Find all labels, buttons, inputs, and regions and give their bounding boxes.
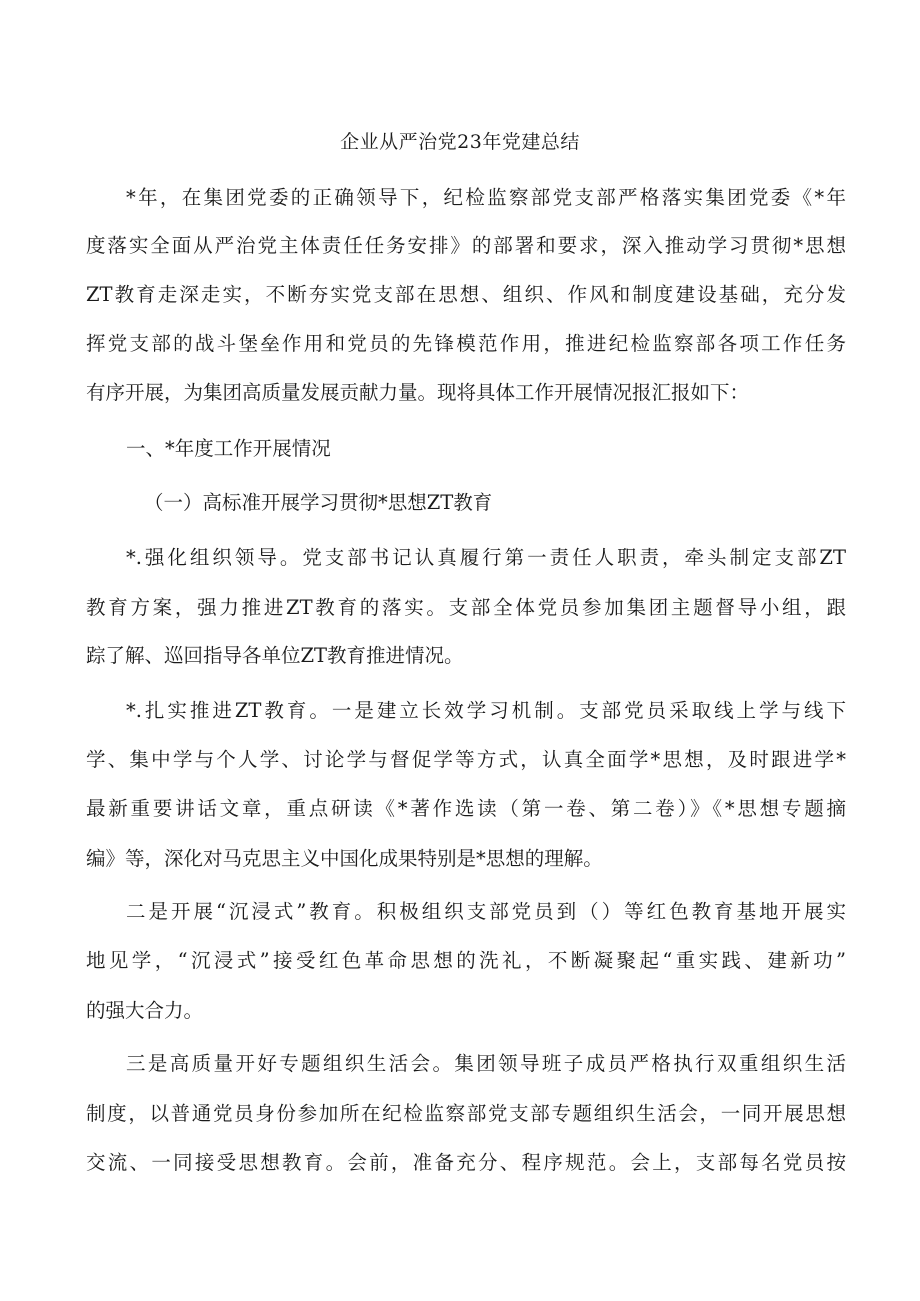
intro-line: 度落实全面从严治党主体责任任务安排》的部署和要求，深入推动学习贯彻*思想 (86, 234, 846, 257)
paragraph-line: *.扎实推进ZT教育。一是建立长效学习机制。支部党员采取线上学与线下 (126, 699, 846, 722)
paragraph-line: 的强大合力。 (86, 999, 204, 1022)
subsection-heading: （一）高标准开展学习贯彻*思想ZT教育 (144, 491, 493, 514)
paragraph-line: 踪了解、巡回指导各单位ZT教育推进情况。 (86, 644, 464, 667)
intro-line: *年，在集团党委的正确领导下，纪检监察部党支部严格落实集团党委《*年 (126, 186, 846, 209)
paragraph-line: *.强化组织领导。党支部书记认真履行第一责任人职责，牵头制定支部ZT (126, 546, 846, 569)
intro-line: ZT教育走深走实，不断夯实党支部在思想、组织、作风和制度建设基础，充分发 (86, 283, 846, 306)
section-heading: 一、*年度工作开展情况 (126, 437, 331, 460)
paragraph-line: 交流、一同接受思想教育。会前，准备充分、程序规范。会上，支部每名党员按 (86, 1151, 846, 1174)
paragraph-line: 编》等，深化对马克思主义中国化成果特别是*思想的理解。 (86, 847, 603, 870)
paragraph-line: 地见学，“沉浸式”接受红色革命思想的洗礼，不断凝聚起“重实践、建新功” (86, 949, 846, 972)
paragraph-line: 制度，以普通党员身份参加所在纪检监察部党支部专题组织生活会，一同开展思想 (86, 1102, 846, 1125)
paragraph-line: 最新重要讲话文章，重点研读《*著作选读（第一卷、第二卷）》《*思想专题摘 (86, 797, 846, 820)
paragraph-line: 二是开展“沉浸式”教育。积极组织支部党员到（）等红色教育基地开展实 (126, 900, 846, 923)
document-title: 企业从严治党23年党建总结 (340, 131, 580, 153)
paragraph-line: 三是高质量开好专题组织生活会。集团领导班子成员严格执行双重组织生活 (126, 1052, 846, 1075)
paragraph-line: 学、集中学与个人学、讨论学与督促学等方式，认真全面学*思想，及时跟进学* (86, 748, 846, 771)
intro-line: 挥党支部的战斗堡垒作用和党员的先锋模范作用，推进纪检监察部各项工作任务 (86, 332, 846, 355)
intro-line: 有序开展，为集团高质量发展贡献力量。现将具体工作开展情况报汇报如下： (86, 381, 750, 404)
paragraph-line: 教育方案，强力推进ZT教育的落实。支部全体党员参加集团主题督导小组，跟 (86, 596, 846, 619)
